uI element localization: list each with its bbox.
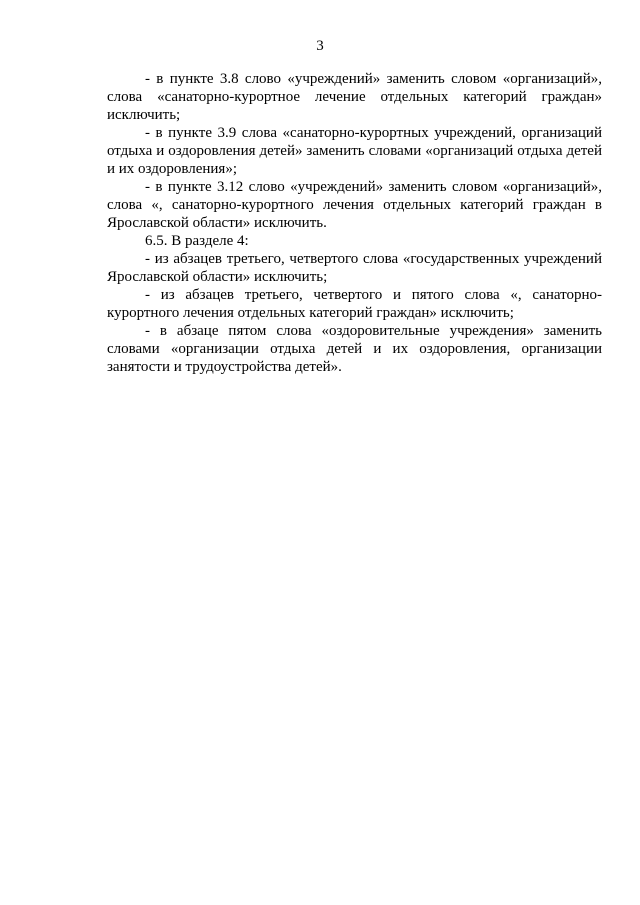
paragraph-item-3-9: - в пункте 3.9 слова «санаторно-курортных учреждений, организаций отдыха и оздоровления детей» заменить словами «организаций отдыха детей и их оздоровления»; [107,125,602,177]
document-body [107,70,602,376]
paragraph-section4-item-3: - в абзаце пятом слова «оздоровительные учреждения» заменить словами «организации отдыха детей и их оздоровления, организации занятости и трудоустройства детей». [107,323,602,375]
page-number: 3 [316,38,324,54]
paragraph-item-3-12: - в пункте 3.12 слово «учреждений» заменить словом «организаций», слова «, санаторно-курортного лечения отдельных категорий граждан в Ярославской области» исключить. [107,179,602,231]
paragraph-section4-item-1: - из абзацев третьего, четвертого слова «государственных учреждений Ярославской области» исключить; [107,251,602,285]
paragraph-item-3-8: - в пункте 3.8 слово «учреждений» заменить словом «организаций», слова «санаторно-курортное лечение отдельных категорий граждан» исключить; [107,71,602,123]
paragraph-section4-item-2: - из абзацев третьего, четвертого и пятого слова «, санаторно-курортного лечения отдельных категорий граждан» исключить; [107,287,602,321]
section-heading-6-5: 6.5. В разделе 4: [145,233,249,249]
